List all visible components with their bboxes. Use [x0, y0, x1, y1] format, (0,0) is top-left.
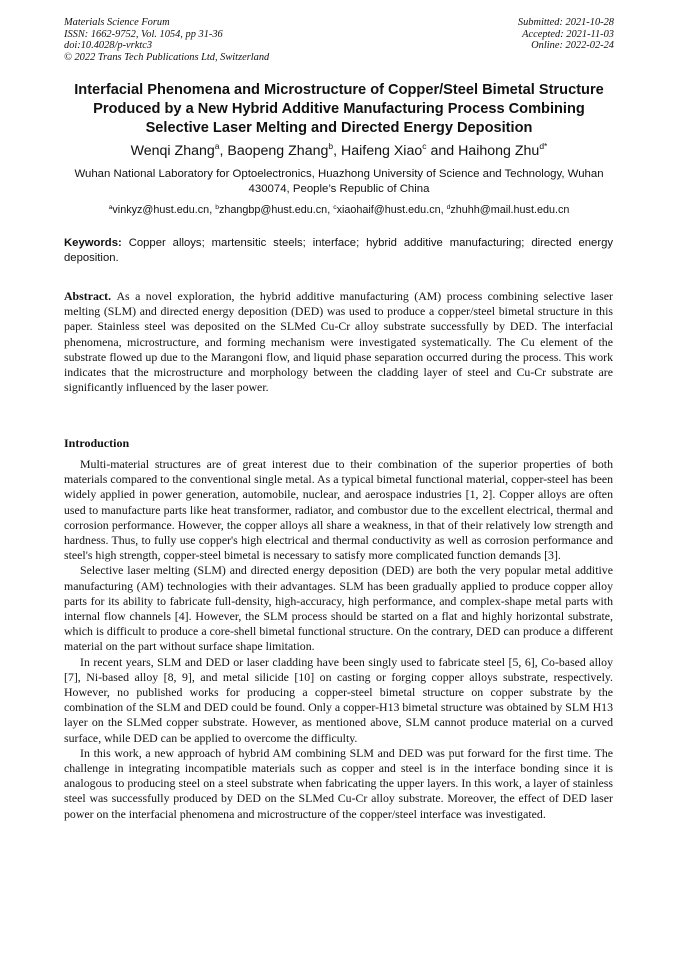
keywords [64, 236, 613, 266]
abstract [64, 289, 613, 395]
publication-dates [518, 17, 614, 52]
keywords-text: Copper alloys; martensitic steels; interface; hybrid additive manufacturing; directed energy deposition. [64, 237, 614, 264]
author-name: Baopeng Zhang [227, 143, 329, 159]
journal-header [64, 17, 269, 63]
paper-title: Interfacial Phenomena and Microstructure of Copper/Steel Bimetal Structure Produced by a New Hybrid Additive Manufacturing Process Combining Selective Laser Melting and Directed Energy Deposition [74, 82, 604, 136]
intro-paragraph: Selective laser melting (SLM) and directed energy deposition (DED) are both the very popular metal additive manufacturing (AM) technologies with their advantages. SLM has been gradually applied to produce copper alloy parts for its ability to fabricate full-density, high-accuracy, high performance, and complex-shape metal parts with internal flow channels [4]. However, the SLM process should be started on a flat and highly horizontal substrate, which is difficult to produce a core-shell bimetal functional structure. On the contrary, DED can produce a different material on the part without surface shape limitation. [64, 563, 613, 654]
affiliation: Wuhan National Laboratory for Optoelectronics, Huazhong University of Science and Technology, Wuhan 430074, People’s Republic of China [74, 168, 604, 195]
author-separator: and [426, 143, 459, 159]
author-name: Wenqi Zhang [130, 143, 215, 159]
accepted-date: Accepted: 2021-11-03 [522, 28, 614, 40]
journal-name: Materials Science Forum [64, 17, 170, 28]
author-superscript: d* [539, 141, 548, 151]
email-link[interactable]: zhangbp@hust.edu.cn [218, 204, 328, 216]
author-name: Haifeng Xiao [341, 143, 423, 159]
author-separator: , [333, 143, 341, 159]
submitted-date: Submitted: 2021-10-28 [517, 17, 614, 28]
abstract-text: As a novel exploration, the hybrid additive manufacturing (AM) process combining selective laser melting (SLM) and directed energy deposition (DED) was used to produce a copper/steel bimetal structure in this paper. Stainless steel was deposited on the SLMed Cu-Cr alloy substrate successfully by DED. The interfacial phenomena, microstructure, and forming mechanism were investigated systematically. The Cu element of the substrate flowed up due to the Marangoni flow, and liquid phase separation occurred during the process. This work indicates that the microstructure and morphology between the cladding layer of steel and Cu-Cr substrate are significantly influenced by the laser power. [64, 289, 613, 395]
intro-paragraph: In recent years, SLM and DED or laser cladding have been singly used to fabricate steel [5, 6], Co-based alloy [7], Ni-based alloy [8, 9], and metal silicide [10] on casting or forging copper alloys substrate, respectively. However, no published works for producing a copper-steel bimetal structure on copper substrate by the combination of the SLM and DED could be found. Only a copper-H13 bimetal structure was obtained by SLM H13 layer on the SLMed copper substrate. However, as mentioned above, SLM cannot produce material on a curved surface, while DED can be applied to overcome the difficulty. [64, 654, 613, 745]
email-superscript: a [108, 204, 113, 211]
author-superscript: c [422, 141, 427, 151]
email-link[interactable]: zhuhh@mail.hust.edu.cn [450, 204, 570, 216]
online-date: Online: 2022-02-24 [531, 40, 614, 52]
journal-doi[interactable]: doi:10.4028/p-vrktc3 [64, 40, 153, 52]
author-separator: , [219, 143, 228, 159]
abstract-label: Abstract. [64, 289, 112, 303]
intro-paragraph: In this work, a new approach of hybrid AM combining SLM and DED was put forward for the first time. The challenge in integrating incompatible materials such as copper and steel is in the interface bonding since it is analogous to producing steel on a steel substrate when fabricating the upper layers. In this work, a layer of stainless steel was successfully produced by DED on the SLMed Cu-Cr alloy substrate. Moreover, the effect of DED laser power on the interfacial phenomena and microstructure of the copper/steel interface was investigated. [64, 745, 613, 821]
email-superscript: b [215, 204, 219, 211]
journal-issn: ISSN: 1662-9752, Vol. 1054, pp 31-36 [64, 28, 223, 40]
author-list [40, 142, 638, 160]
email-superscript: d [446, 204, 451, 211]
section-heading-introduction: Introduction [64, 436, 130, 450]
author-superscript: b [328, 141, 334, 151]
keywords-label: Keywords: [64, 237, 122, 249]
journal-copyright: © 2022 Trans Tech Publications Ltd, Switzerland [64, 51, 270, 63]
introduction-body [64, 457, 613, 822]
email-list: $^a$vinkyz@hust.edu.cn, $^b$zhangbp@hust.edu.cn, $^c$xiaohaif@hust.edu.cn, $^d$zhuhh@mail.hust.edu.cn [108, 204, 570, 216]
email-superscript: c [333, 204, 337, 211]
author-superscript: a [214, 141, 220, 151]
email-link[interactable]: xiaohaif@hust.edu.cn [336, 204, 441, 216]
email-link[interactable]: vinkyz@hust.edu.cn [112, 204, 210, 216]
author-name: Haihong Zhu [458, 143, 540, 159]
intro-paragraph: Multi-material structures are of great interest due to their combination of the superior properties of both materials compared to the conventional single metal. As a typical bimetal functional material, copper-steel has been widely applied in power generation, automobile, nuclear, and aerospace industries [1, 2]. Copper alloys are often used to manufacture parts like heat transformer, radiator, and combustor due to the excellent electrical, thermal and corrosion performance. However, the copper alloys all share a weakness, in that of their relatively low strength and hardness. Thus, to fully use copper's high electrical and thermal conductivity as well as corrosion performance and steel's high strength, copper-steel bimetal is necessary to satisfy more complicated function demands [3]. [64, 457, 613, 563]
